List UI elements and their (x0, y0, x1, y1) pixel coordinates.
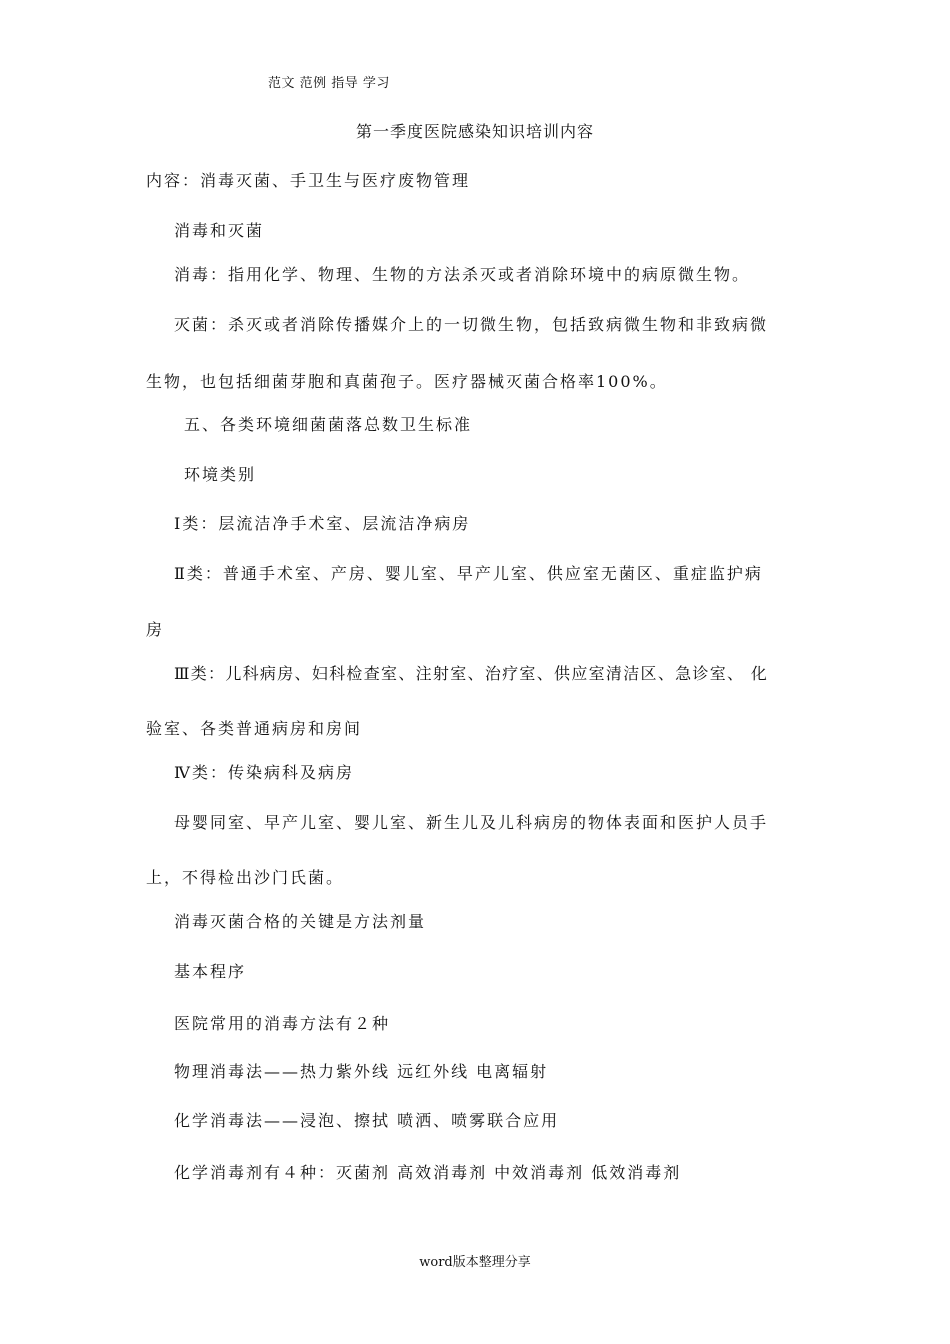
definition-sterilization-continued: 生物，也包括细菌芽胞和真菌孢子。医疗器械灭菌合格率100%。 (146, 372, 668, 391)
content-summary: 内容：消毒灭菌、手卫生与医疗废物管理 (146, 171, 471, 190)
category-iv: Ⅳ类：传染病科及病房 (174, 763, 354, 782)
definition-disinfection: 消毒：指用化学、物理、生物的方法杀灭或者消除环境中的病原微生物。 (174, 265, 751, 284)
common-methods-intro: 医院常用的消毒方法有２种 (174, 1014, 391, 1033)
category-ii: Ⅱ类：普通手术室、产房、婴儿室、早产儿室、供应室无菌区、重症监护病 (174, 564, 763, 583)
section-heading-disinfection-sterilization: 消毒和灭菌 (174, 221, 265, 240)
category-ii-continued: 房 (146, 620, 165, 639)
environment-category-heading: 环境类别 (184, 465, 257, 484)
category-iii: Ⅲ类：儿科病房、妇科检查室、注射室、治疗室、供应室清洁区、急诊室、 化 (174, 664, 769, 683)
section-heading-environment-standards: 五、各类环境细菌菌落总数卫生标准 (184, 415, 473, 434)
chemical-disinfectant-types: 化学消毒剂有４种：灭菌剂 高效消毒剂 中效消毒剂 低效消毒剂 (174, 1163, 682, 1182)
salmonella-rule-continued: 上，不得检出沙门氏菌。 (146, 868, 345, 887)
definition-sterilization: 灭菌：杀灭或者消除传播媒介上的一切微生物，包括致病微生物和非致病微 (174, 315, 769, 334)
page-footer: word版本整理分享 (419, 1255, 531, 1270)
salmonella-rule: 母婴同室、早产儿室、婴儿室、新生儿及儿科病房的物体表面和医护人员手 (174, 813, 769, 832)
page-header: 范文 范例 指导 学习 (268, 76, 390, 91)
basic-procedure-heading: 基本程序 (174, 962, 247, 981)
category-i: Ⅰ类：层流洁净手术室、层流洁净病房 (174, 514, 471, 533)
category-iii-continued: 验室、各类普通病房和房间 (146, 719, 363, 738)
chemical-methods: 化学消毒法——浸泡、擦拭 喷洒、喷雾联合应用 (174, 1111, 560, 1130)
document-title: 第一季度医院感染知识培训内容 (355, 122, 594, 141)
key-point-dosage: 消毒灭菌合格的关键是方法剂量 (174, 912, 427, 931)
physical-methods: 物理消毒法——热力紫外线 远红外线 电离辐射 (174, 1062, 549, 1081)
